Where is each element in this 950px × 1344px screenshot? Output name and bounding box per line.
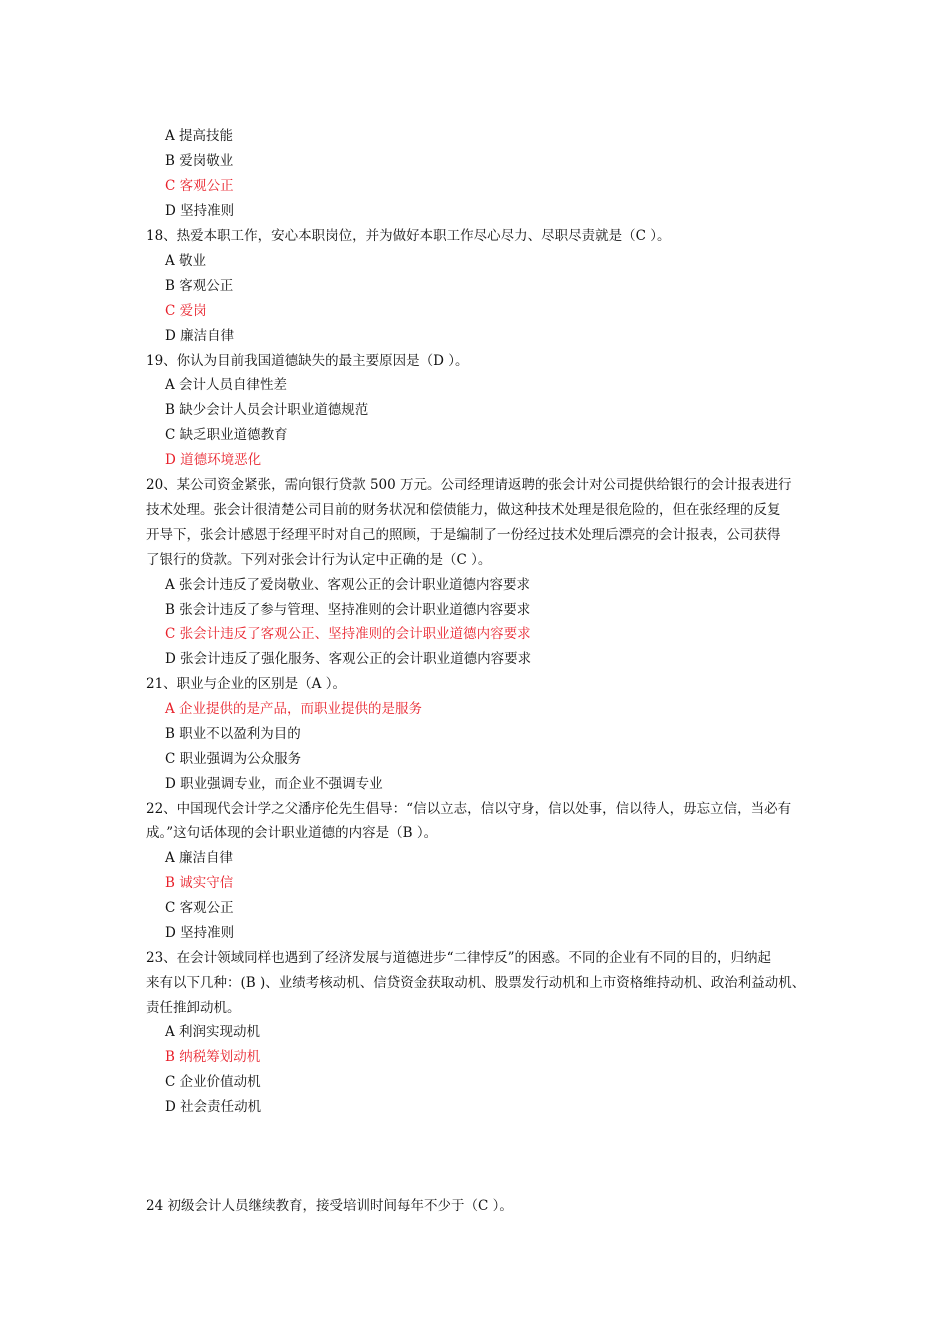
q20-option-a: A 张会计违反了爱岗敬业、客观公正的会计职业道德内容要求 — [165, 577, 531, 593]
q24-stem: 24 初级会计人员继续教育，接受培训时间每年不少于（C ）。 — [146, 1198, 513, 1214]
q23-option-b-answer: B 纳税筹划动机 — [165, 1049, 261, 1065]
q17-option-d: D 坚持准则 — [165, 203, 235, 219]
q19-option-d-answer: D 道德环境恶化 — [165, 452, 262, 468]
q18-option-b: B 客观公正 — [165, 278, 234, 294]
q23-option-c: C 企业价值动机 — [165, 1074, 261, 1090]
q21-option-b: B 职业不以盈利为目的 — [165, 726, 301, 742]
q18-stem: 18、热爱本职工作，安心本职岗位，并为做好本职工作尽心尽力、尽职尽责就是（C ）。 — [146, 228, 671, 244]
q20-stem-line-4: 了银行的贷款。下列对张会计行为认定中正确的是（C ）。 — [146, 552, 492, 568]
q20-stem-line-3: 开导下，张会计感恩于经理平时对自己的照顾，于是编制了一份经过技术处理后漂亮的会计报表，公司获得 — [146, 527, 781, 543]
q20-stem-line-1: 20、某公司资金紧张，需向银行贷款 500 万元。公司经理请返聘的张会计对公司提供给银行的会计报表进行 — [146, 477, 792, 493]
q22-option-b-answer: B 诚实守信 — [165, 875, 234, 891]
q21-stem: 21、职业与企业的区别是（A ）。 — [146, 676, 346, 692]
q18-option-a: A 敬业 — [165, 253, 207, 269]
q23-option-d: D 社会责任动机 — [165, 1099, 262, 1115]
q22-stem-line-1: 22、中国现代会计学之父潘序伦先生倡导：“信以立志，信以守身，信以处事，信以待人，毋忘立信，当必有 — [146, 801, 792, 817]
q17-option-a: A 提高技能 — [165, 128, 234, 144]
q23-stem-line-1: 23、在会计领域同样也遇到了经济发展与道德进步“二律悖反”的困惑。不同的企业有不同的目的，归纳起 — [146, 950, 771, 966]
q23-stem-line-3: 责任推卸动机。 — [146, 1000, 241, 1016]
q21-option-c: C 职业强调为公众服务 — [165, 751, 302, 767]
q22-option-d: D 坚持准则 — [165, 925, 235, 941]
q19-option-c: C 缺乏职业道德教育 — [165, 427, 288, 443]
q22-stem-line-2: 成。”这句话体现的会计职业道德的内容是（B ）。 — [146, 825, 438, 841]
q17-option-b: B 爱岗敬业 — [165, 153, 234, 169]
q21-option-a-answer: A 企业提供的是产品，而职业提供的是服务 — [165, 701, 423, 717]
q22-option-a: A 廉洁自律 — [165, 850, 234, 866]
q21-option-d: D 职业强调专业，而企业不强调专业 — [165, 776, 383, 792]
q23-stem-line-2: 来有以下几种：(B )、业绩考核动机、信贷资金获取动机、股票发行动机和上市资格维持动机、政治利益动机、 — [146, 975, 806, 991]
q20-option-d: D 张会计违反了强化服务、客观公正的会计职业道德内容要求 — [165, 651, 532, 667]
q18-option-d: D 廉洁自律 — [165, 328, 235, 344]
q19-option-a: A 会计人员自律性差 — [165, 377, 288, 393]
q20-stem-line-2: 技术处理。张会计很清楚公司目前的财务状况和偿债能力，做这种技术处理是很危险的，但在张经理的反复 — [146, 502, 781, 518]
q19-option-b: B 缺少会计人员会计职业道德规范 — [165, 402, 369, 418]
q20-option-c-answer: C 张会计违反了客观公正、坚持准则的会计职业道德内容要求 — [165, 626, 531, 642]
q17-option-c-answer: C 客观公正 — [165, 178, 234, 194]
q18-option-c-answer: C 爱岗 — [165, 303, 207, 319]
q19-stem: 19、你认为目前我国道德缺失的最主要原因是（D ）。 — [146, 353, 469, 369]
q20-option-b: B 张会计违反了参与管理、坚持准则的会计职业道德内容要求 — [165, 602, 531, 618]
q22-option-c: C 客观公正 — [165, 900, 234, 916]
q23-option-a: A 利润实现动机 — [165, 1024, 261, 1040]
